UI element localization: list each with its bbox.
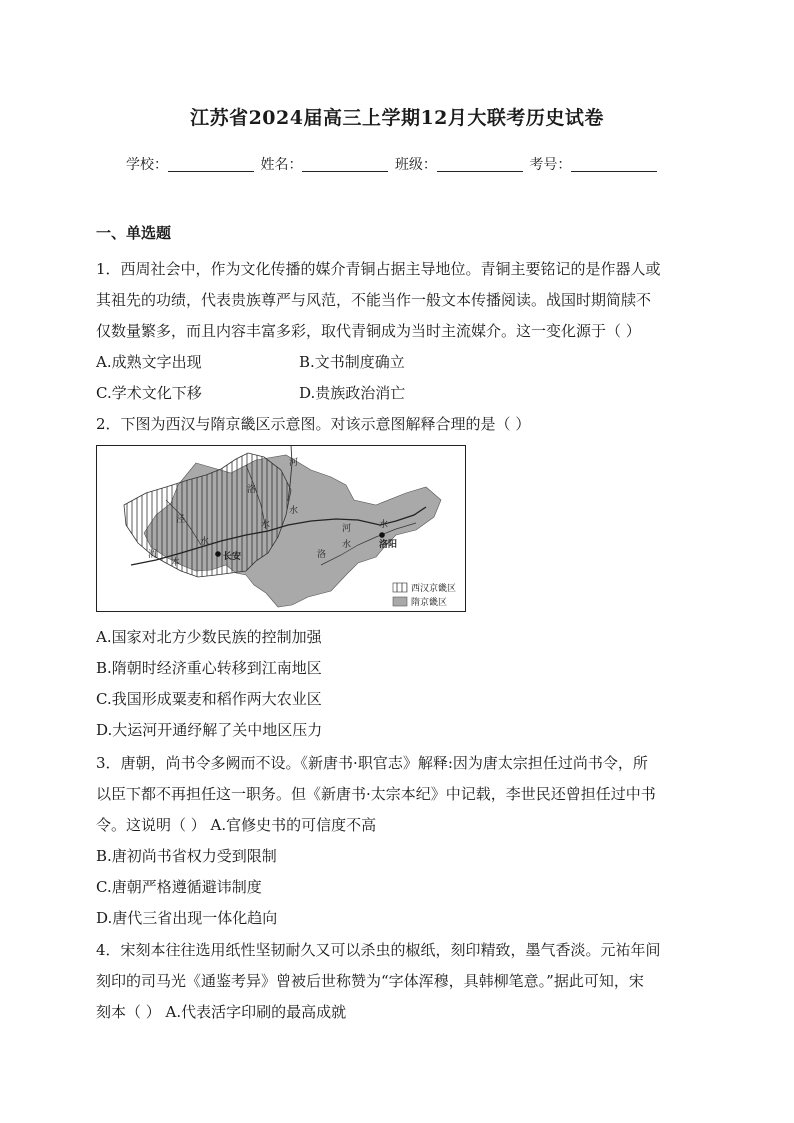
map-label-changan: 长安 (223, 552, 242, 562)
q1-line-3: 仅数量繁多，而且内容丰富多彩，取代青铜成为当时主流媒介。这一变化源于（ ） (96, 322, 641, 340)
q3-line-3: 令。这说明（ ） A.官修史书的可信度不高 (96, 816, 377, 834)
changan-dot (215, 551, 221, 557)
number-blank (571, 157, 657, 172)
school-blank (168, 157, 254, 172)
map-label-ben: 本 (171, 558, 181, 568)
legend-xihan-swatch (393, 583, 407, 592)
map-label-shui-1: 水 (289, 506, 299, 516)
school-label: 学校： (126, 157, 168, 173)
legend-sui-label: 隋京畿区 (411, 598, 448, 608)
q2-option-b: B.隋朝时经济重心转移到江南地区 (96, 659, 322, 677)
map-label-he-mid: 河 (342, 524, 352, 534)
map-label-luo-lower: 洛 (317, 550, 327, 560)
q1-option-d: D.贵族政治消亡 (299, 384, 406, 402)
q3-option-d: D.唐代三省出现一体化趋向 (96, 909, 278, 927)
map-label-jing: 泾 (176, 515, 186, 525)
q1-option-c: C.学术文化下移 (96, 384, 202, 402)
name-blank (302, 157, 388, 172)
q1-line-2: 其祖先的功绩，代表贵族尊严与风范，不能当作一般文本传播阅读。战国时期简牍不 (96, 291, 652, 309)
map-label-shui-4: 水 (379, 520, 389, 530)
q4-line-3: 刻本（ ） A.代表活字印刷的最高成就 (96, 1003, 347, 1021)
map-label-luo-upper: 洛 (247, 485, 257, 495)
map-label-luoyang: 洛阳 (379, 540, 398, 550)
number-label: 考号： (529, 157, 572, 173)
q4-line-1: 4．宋刻本往往选用纸性坚韧耐久又可以杀虫的椒纸，刻印精致，墨气香淡。元祐年间 (96, 941, 661, 959)
map-label-shui-3: 水 (200, 537, 210, 547)
q2-option-d: D.大运河开通纾解了关中地区压力 (96, 721, 323, 739)
q2-line-1: 2．下图为西汉与隋京畿区示意图。对该示意图解释合理的是（ ） (96, 415, 531, 433)
capital-region-map (96, 445, 466, 612)
q3-line-2: 以臣下都不再担任这一职务。但《新唐书·太宗本纪》中记载，李世民还曾担任过中书 (96, 785, 656, 803)
name-label: 姓名： (260, 157, 303, 173)
map-label-shui-2: 水 (261, 520, 271, 530)
q4-line-2: 刻印的司马光《通鉴考异》曾被后世称赞为“字体浑穆，具韩柳笔意。”据此可知，宋 (96, 972, 644, 990)
map-label-shui-5: 水 (342, 540, 352, 550)
map-label-wei: 渭 (148, 550, 158, 560)
class-label: 班级： (394, 157, 437, 173)
q2-option-c: C.我国形成粟麦和稻作两大农业区 (96, 690, 322, 708)
section-heading: 一、单选题 (96, 224, 172, 242)
page-title: 江苏省2024届高三上学期12月大联考历史试卷 (190, 107, 604, 129)
q1-line-1: 1．西周社会中，作为文化传播的媒介青铜占据主导地位。青铜主要铭记的是作器人或 (96, 260, 661, 278)
legend-sui-swatch (393, 597, 407, 606)
map-label-he-top: 河 (289, 458, 299, 468)
student-info (126, 154, 659, 174)
q2-option-a: A.国家对北方少数民族的控制加强 (96, 628, 322, 646)
luoyang-dot (379, 532, 385, 538)
q3-line-1: 3．唐朝，尚书令多阙而不设。《新唐书·职官志》解释:因为唐太宗担任过尚书令，所 (96, 754, 648, 772)
q3-option-b: B.唐初尚书省权力受到限制 (96, 847, 277, 865)
q1-option-b: B.文书制度确立 (299, 353, 405, 371)
q3-option-c: C.唐朝严格遵循避讳制度 (96, 878, 262, 896)
class-blank (437, 157, 523, 172)
legend-xihan-label: 西汉京畿区 (411, 584, 457, 594)
q1-option-a: A.成熟文字出现 (96, 353, 202, 371)
